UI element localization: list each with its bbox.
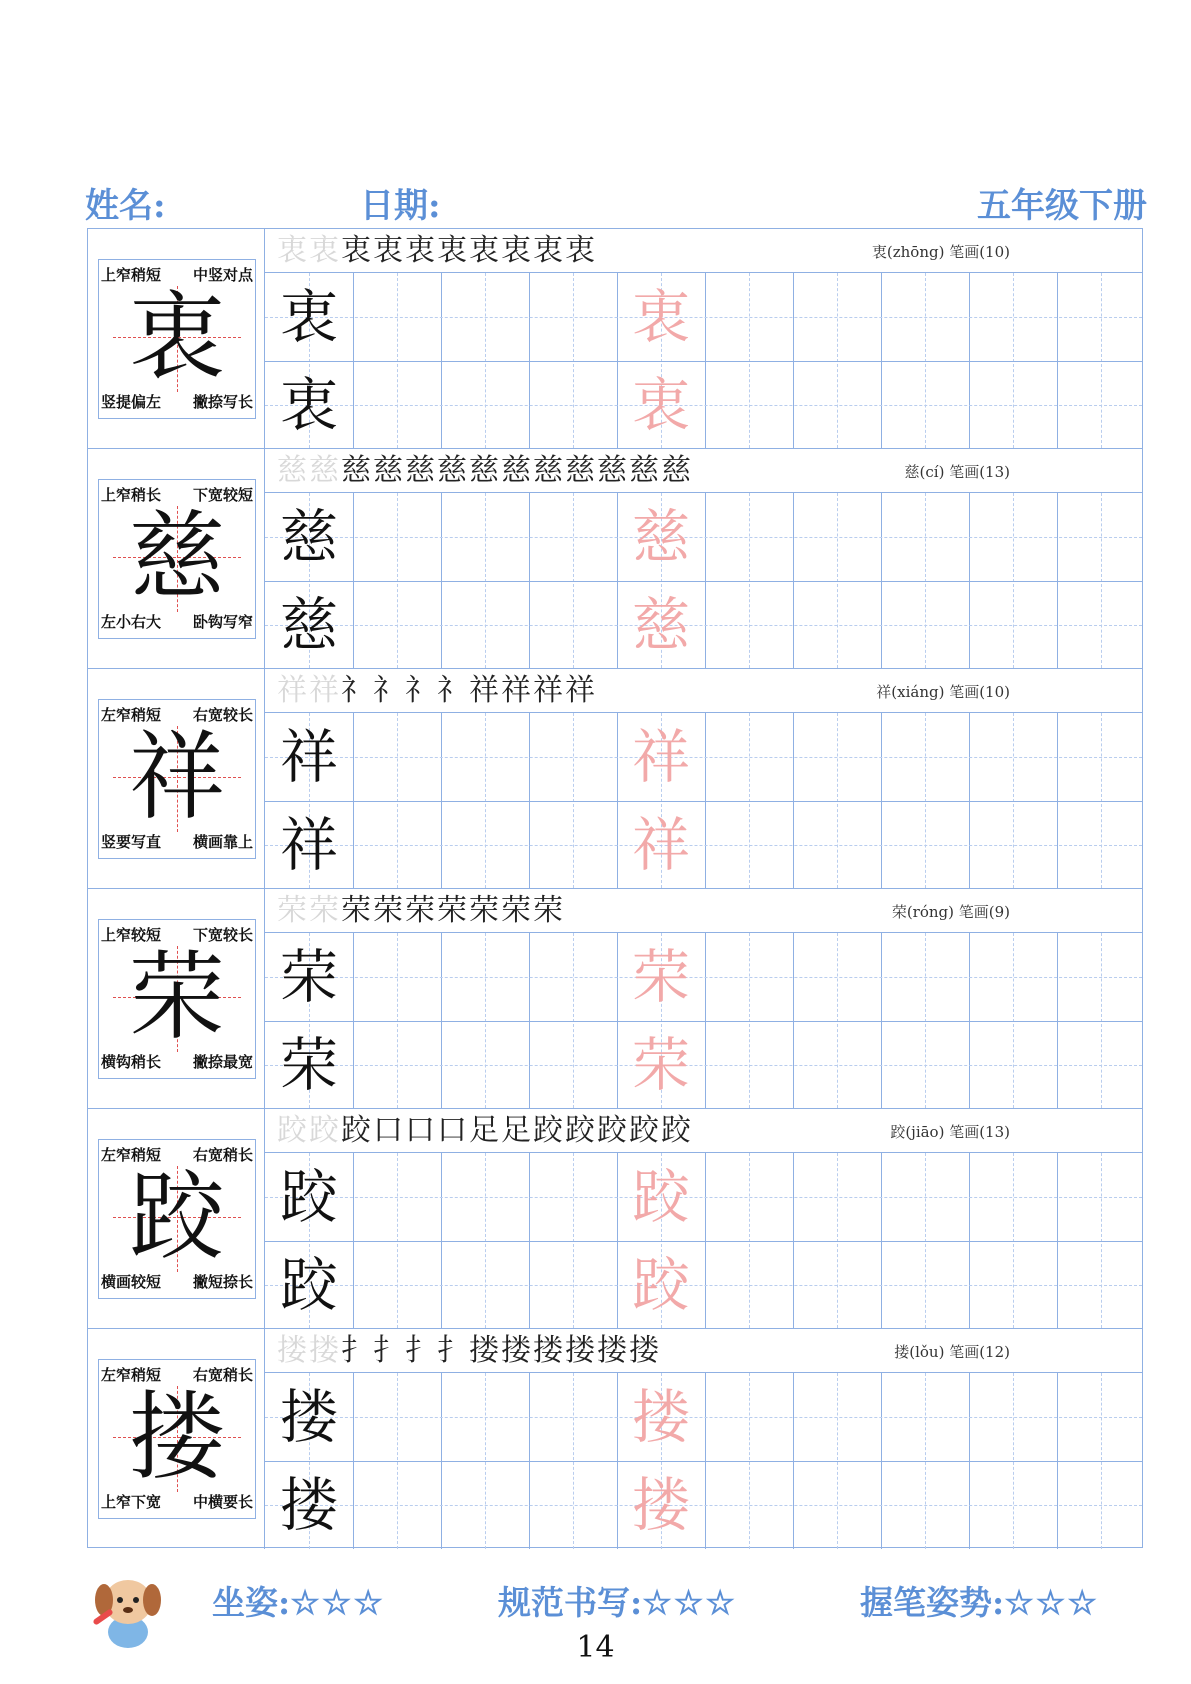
- char-row: [88, 229, 1142, 449]
- stroke-step: 荣: [373, 893, 405, 928]
- grip-rating: [860, 1577, 1099, 1624]
- trace-char: 衷: [631, 283, 690, 351]
- sample-box: [98, 259, 256, 419]
- grade-label: 五年级下册: [977, 186, 1147, 226]
- stroke-step: 荣: [405, 893, 437, 928]
- practice-grid[interactable]: [265, 713, 1142, 888]
- sample-box: [98, 479, 256, 639]
- writing-tip: 上窄稍短: [101, 266, 162, 284]
- stroke-step: 祥: [501, 673, 533, 708]
- stroke-step: 慈: [565, 453, 597, 488]
- sample-panel: [88, 669, 265, 888]
- sample-panel: [88, 229, 265, 448]
- model-char: 搂: [279, 1383, 338, 1451]
- writing-tip: 左窄稍短: [101, 1366, 162, 1384]
- char-row: [88, 1109, 1142, 1329]
- grip-stars[interactable]: ☆☆☆: [1004, 1583, 1099, 1622]
- trace-char: 荣: [631, 1031, 690, 1099]
- stroke-sequence: [277, 1112, 693, 1150]
- char-row: [88, 669, 1142, 889]
- sample-char: 慈: [129, 501, 225, 613]
- stroke-step: 口: [405, 1113, 437, 1148]
- stroke-step: 搂: [629, 1333, 661, 1368]
- writing-tip: 左窄稍短: [101, 1146, 162, 1164]
- sample-char: 搂: [129, 1381, 225, 1493]
- practice-grid[interactable]: [265, 1373, 1142, 1549]
- writing-tip: 左小右大: [101, 613, 162, 631]
- trace-char: 祥: [631, 811, 690, 879]
- trace-char: 祥: [631, 723, 690, 791]
- model-char: 荣: [279, 1031, 338, 1099]
- stroke-step: 慈: [405, 453, 437, 488]
- stroke-step: 慈: [661, 453, 693, 488]
- model-char: 慈: [279, 503, 338, 571]
- writing-tip: 右宽较长: [192, 706, 253, 724]
- stroke-sequence: [277, 232, 597, 270]
- writing-tip: 横钩稍长: [101, 1053, 162, 1071]
- stroke-sequence: [277, 1332, 661, 1370]
- stroke-order-strip: [265, 669, 1142, 713]
- stroke-step: 口: [373, 1113, 405, 1148]
- sample-char: 荣: [129, 941, 225, 1053]
- sample-box: [98, 1359, 256, 1519]
- stroke-step: 祥: [469, 673, 501, 708]
- trace-char: 跤: [631, 1251, 690, 1319]
- model-char: 祥: [279, 723, 338, 791]
- stroke-step: 慈: [437, 453, 469, 488]
- stroke-order-strip: [265, 889, 1142, 933]
- stroke-step: 扌: [437, 1333, 469, 1368]
- stroke-step: 衷: [277, 233, 309, 268]
- stroke-step: 搂: [469, 1333, 501, 1368]
- stroke-step: 衷: [437, 233, 469, 268]
- trace-char: 搂: [631, 1471, 690, 1539]
- stroke-step: 祥: [533, 673, 565, 708]
- worksheet: [87, 228, 1143, 1548]
- sample-char: 祥: [129, 721, 225, 833]
- stroke-step: 衷: [405, 233, 437, 268]
- char-info: 慈(cí) 笔画(13): [904, 463, 1010, 481]
- writing-tip: 右宽稍长: [192, 1366, 253, 1384]
- stroke-step: 搂: [533, 1333, 565, 1368]
- sample-char: 跤: [129, 1161, 225, 1273]
- writing-label: 规范书写:: [498, 1583, 643, 1622]
- trace-char: 跤: [631, 1163, 690, 1231]
- writing-tip: 撇短捺长: [192, 1273, 253, 1291]
- sample-box: [98, 1139, 256, 1299]
- writing-tip: 撇捺写长: [192, 393, 253, 411]
- stroke-step: 搂: [309, 1333, 341, 1368]
- writing-tip: 卧钩写窄: [192, 613, 253, 631]
- stroke-step: 慈: [501, 453, 533, 488]
- stroke-step: 足: [469, 1113, 501, 1148]
- stroke-step: 衷: [501, 233, 533, 268]
- posture-rating: [212, 1577, 385, 1624]
- model-char: 跤: [279, 1251, 338, 1319]
- model-char: 祥: [279, 811, 338, 879]
- grip-label: 握笔姿势:: [860, 1583, 1005, 1622]
- stroke-step: 搂: [277, 1333, 309, 1368]
- stroke-step: 礻: [373, 673, 405, 708]
- stroke-step: 礻: [341, 673, 373, 708]
- model-char: 慈: [279, 591, 338, 659]
- stroke-step: 慈: [629, 453, 661, 488]
- stroke-step: 口: [437, 1113, 469, 1148]
- stroke-step: 礻: [437, 673, 469, 708]
- stroke-step: 跤: [277, 1113, 309, 1148]
- stroke-step: 跤: [629, 1113, 661, 1148]
- char-info: 搂(lǒu) 笔画(12): [894, 1343, 1010, 1361]
- stroke-step: 礻: [405, 673, 437, 708]
- sample-char: 衷: [129, 281, 225, 393]
- writing-tip: 下宽较短: [192, 486, 253, 504]
- writing-stars[interactable]: ☆☆☆: [642, 1583, 737, 1622]
- stroke-step: 衷: [533, 233, 565, 268]
- stroke-step: 荣: [437, 893, 469, 928]
- stroke-sequence: [277, 672, 597, 710]
- writing-tip: 中横要长: [192, 1493, 253, 1511]
- stroke-step: 荣: [341, 893, 373, 928]
- model-char: 搂: [279, 1471, 338, 1539]
- sample-panel: [88, 1329, 265, 1549]
- stroke-order-strip: [265, 1109, 1142, 1153]
- stroke-step: 跤: [533, 1113, 565, 1148]
- writing-tip: 竖要写直: [101, 833, 162, 851]
- stroke-step: 慈: [533, 453, 565, 488]
- posture-stars[interactable]: ☆☆☆: [290, 1583, 385, 1622]
- stroke-order-strip: [265, 229, 1142, 273]
- stroke-step: 慈: [597, 453, 629, 488]
- stroke-step: 慈: [373, 453, 405, 488]
- trace-char: 荣: [631, 943, 690, 1011]
- trace-char: 衷: [631, 371, 690, 439]
- stroke-step: 跤: [661, 1113, 693, 1148]
- writing-tip: 左窄稍短: [101, 706, 162, 724]
- writing-tip: 上窄下宽: [101, 1493, 162, 1511]
- stroke-step: 跤: [341, 1113, 373, 1148]
- model-char: 衷: [279, 371, 338, 439]
- trace-char: 慈: [631, 591, 690, 659]
- practice-grid[interactable]: [265, 1153, 1142, 1328]
- writing-tip: 右宽稍长: [192, 1146, 253, 1164]
- char-row: [88, 1329, 1142, 1549]
- writing-rating: [498, 1577, 737, 1624]
- stroke-sequence: [277, 452, 693, 490]
- stroke-step: 衷: [341, 233, 373, 268]
- practice-grid[interactable]: [265, 493, 1142, 668]
- stroke-order-strip: [265, 1329, 1142, 1373]
- sample-panel: [88, 1109, 265, 1328]
- stroke-step: 衷: [373, 233, 405, 268]
- stroke-step: 衷: [565, 233, 597, 268]
- trace-char: 搂: [631, 1383, 690, 1451]
- stroke-order-strip: [265, 449, 1142, 493]
- char-info: 跤(jiāo) 笔画(13): [890, 1123, 1010, 1141]
- stroke-step: 搂: [501, 1333, 533, 1368]
- writing-tip: 竖提偏左: [101, 393, 162, 411]
- stroke-step: 慈: [309, 453, 341, 488]
- stroke-step: 扌: [405, 1333, 437, 1368]
- stroke-step: 荣: [469, 893, 501, 928]
- stroke-step: 跤: [565, 1113, 597, 1148]
- stroke-step: 慈: [277, 453, 309, 488]
- writing-tip: 横画靠上: [192, 833, 253, 851]
- model-char: 荣: [279, 943, 338, 1011]
- sample-panel: [88, 449, 265, 668]
- stroke-step: 荣: [501, 893, 533, 928]
- char-info: 祥(xiáng) 笔画(10): [876, 683, 1010, 701]
- char-info: 荣(róng) 笔画(9): [891, 903, 1010, 921]
- stroke-step: 跤: [597, 1113, 629, 1148]
- stroke-step: 祥: [565, 673, 597, 708]
- stroke-step: 祥: [277, 673, 309, 708]
- writing-tip: 下宽较长: [192, 926, 253, 944]
- stroke-step: 慈: [469, 453, 501, 488]
- writing-tip: 横画较短: [101, 1273, 162, 1291]
- trace-char: 慈: [631, 503, 690, 571]
- sample-box: [98, 699, 256, 859]
- stroke-step: 荣: [277, 893, 309, 928]
- writing-tip: 撇捺最宽: [192, 1053, 253, 1071]
- char-row: [88, 889, 1142, 1109]
- stroke-step: 衷: [309, 233, 341, 268]
- stroke-sequence: [277, 892, 565, 930]
- stroke-step: 搂: [565, 1333, 597, 1368]
- model-char: 跤: [279, 1163, 338, 1231]
- practice-grid[interactable]: [265, 933, 1142, 1108]
- stroke-step: 扌: [341, 1333, 373, 1368]
- model-char: 衷: [279, 283, 338, 351]
- stroke-step: 祥: [309, 673, 341, 708]
- stroke-step: 荣: [309, 893, 341, 928]
- date-label: 日期:: [360, 186, 441, 226]
- sample-box: [98, 919, 256, 1079]
- stroke-step: 搂: [597, 1333, 629, 1368]
- stroke-step: 跤: [309, 1113, 341, 1148]
- char-info: 衷(zhōng) 笔画(10): [871, 243, 1010, 261]
- stroke-step: 衷: [469, 233, 501, 268]
- writing-tip: 上窄较短: [101, 926, 162, 944]
- practice-grid[interactable]: [265, 273, 1142, 448]
- sample-panel: [88, 889, 265, 1108]
- stroke-step: 足: [501, 1113, 533, 1148]
- stroke-step: 荣: [533, 893, 565, 928]
- writing-tip: 上窄稍长: [101, 486, 162, 504]
- writing-tip: 中竖对点: [192, 266, 253, 284]
- char-row: [88, 449, 1142, 669]
- stroke-step: 扌: [373, 1333, 405, 1368]
- name-label: 姓名:: [85, 186, 166, 226]
- posture-label: 坐姿:: [212, 1583, 291, 1622]
- page-number: 14: [576, 1630, 615, 1665]
- stroke-step: 慈: [341, 453, 373, 488]
